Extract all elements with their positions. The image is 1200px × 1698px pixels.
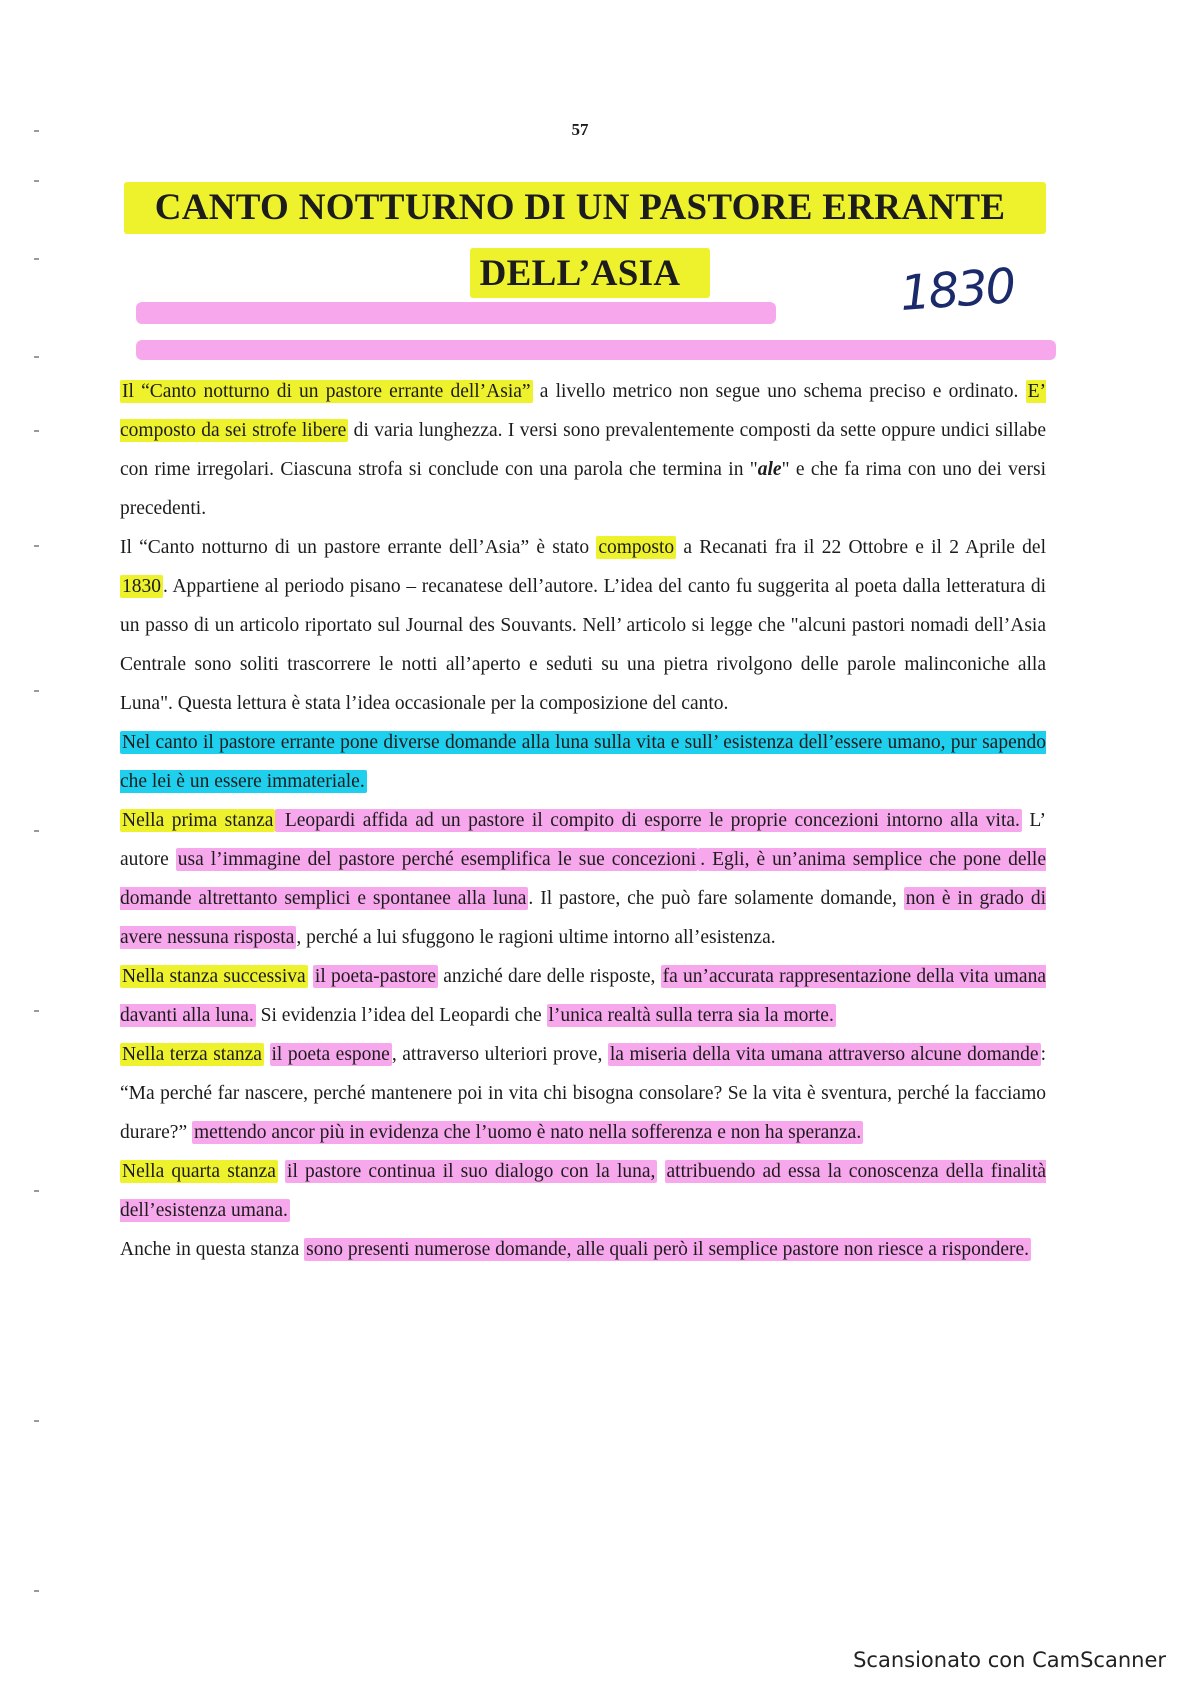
margin-mark (34, 356, 39, 358)
margin-mark (34, 1420, 39, 1422)
margin-mark (34, 1190, 39, 1192)
paragraph-summary: Nel canto il pastore errante pone diverse domande alla luna sulla vita e sull’ esistenza dell’essere umano, pur sapendo che lei è un essere immateriale. (120, 732, 1046, 792)
margin-mark (34, 1590, 39, 1592)
margin-mark (34, 180, 39, 182)
margin-mark (34, 830, 39, 832)
paragraph-composition: Il “Canto notturno di un pastore errante dell’Asia” è stato composto a Recanati fra il 22 Ottobre e il 2 Aprile del 1830 . Appartiene al periodo pisano – recanatese dell’autore. L’idea del canto fu suggerita al poeta dalla letteratura di un passo di un articolo riportato sul Journal des Souvants. Nell’ articolo si legge che "alcuni pastori nomadi dell’Asia Centrale sono soliti trascorrere le notti all’aperto e seduti su una pietra rivolgono delle parole malinconiche alla Luna". Questa lettura è stata l’idea occasionale per la composizione del canto. (120, 537, 1046, 714)
decorative-pink-band (136, 340, 1056, 360)
margin-mark (34, 545, 39, 547)
handwritten-year: 1830 (898, 258, 1016, 322)
margin-mark (34, 690, 39, 692)
paragraph-third-stanza: Nella terza stanza il poeta espone , attraverso ulteriori prove, la miseria della vita umana attraverso alcune domande : “Ma perché far nascere, perché mantenere poi in vita chi bisogna consolare? Se la vita è sventura, perché la facciamo durare?” mettendo ancor più in evidenza che l’uomo è nato nella sofferenza e non ha speranza. (120, 1044, 1047, 1143)
title-line-1: CANTO NOTTURNO DI UN PASTORE ERRANTE (154, 187, 1006, 228)
paragraph-second-stanza: Nella stanza successiva il poeta-pastore anziché dare delle risposte, fa un’accurata rappresentazione della vita umana davanti alla luna. Si evidenzia l’idea del Leopardi che l’unica realtà sulla terra sia la morte. (120, 966, 1046, 1026)
margin-mark (34, 430, 39, 432)
body-text (120, 372, 1046, 1269)
paragraph-closing: Anche in questa stanza sono presenti numerose domande, alle quali però il semplice pastore non riesce a rispondere. (120, 1239, 1029, 1260)
scanner-watermark: Scansionato con CamScanner (853, 1648, 1166, 1672)
paragraph-first-stanza: Nella prima stanza Leopardi affida ad un pastore il compito di esporre le proprie concezioni intorno alla vita. L’ autore usa l’immagine del pastore perché esemplifica le sue concezioni . Egli, è un’anima semplice che pone delle domande altrettanto semplici e spontanee alla luna . Il pastore, che può fare solamente domande, non è in grado di avere nessuna risposta , perché a lui sfuggono le ragioni ultime intorno all’esistenza. (120, 810, 1047, 948)
margin-mark (34, 1010, 39, 1012)
decorative-pink-band (136, 302, 776, 324)
title-line-2: DELL’ASIA (479, 253, 681, 294)
paragraph-fourth-stanza: Nella quarta stanza il pastore continua il suo dialogo con la luna, attribuendo ad essa la conoscenza della finalità dell’esistenza umana. (120, 1161, 1047, 1221)
paragraph-metrics: Il “Canto notturno di un pastore errante dell’Asia” a livello metrico non segue uno schema preciso e ordinato. E’ composto da sei strofe libere di varia lunghezza. I versi sono prevalentemente composti da sette oppure undici sillabe con rime irregolari. Ciascuna strofa si conclude con una parola che termina in "ale" e che fa rima con uno dei versi precedenti. (120, 381, 1047, 519)
page-number: 57 (571, 120, 589, 139)
